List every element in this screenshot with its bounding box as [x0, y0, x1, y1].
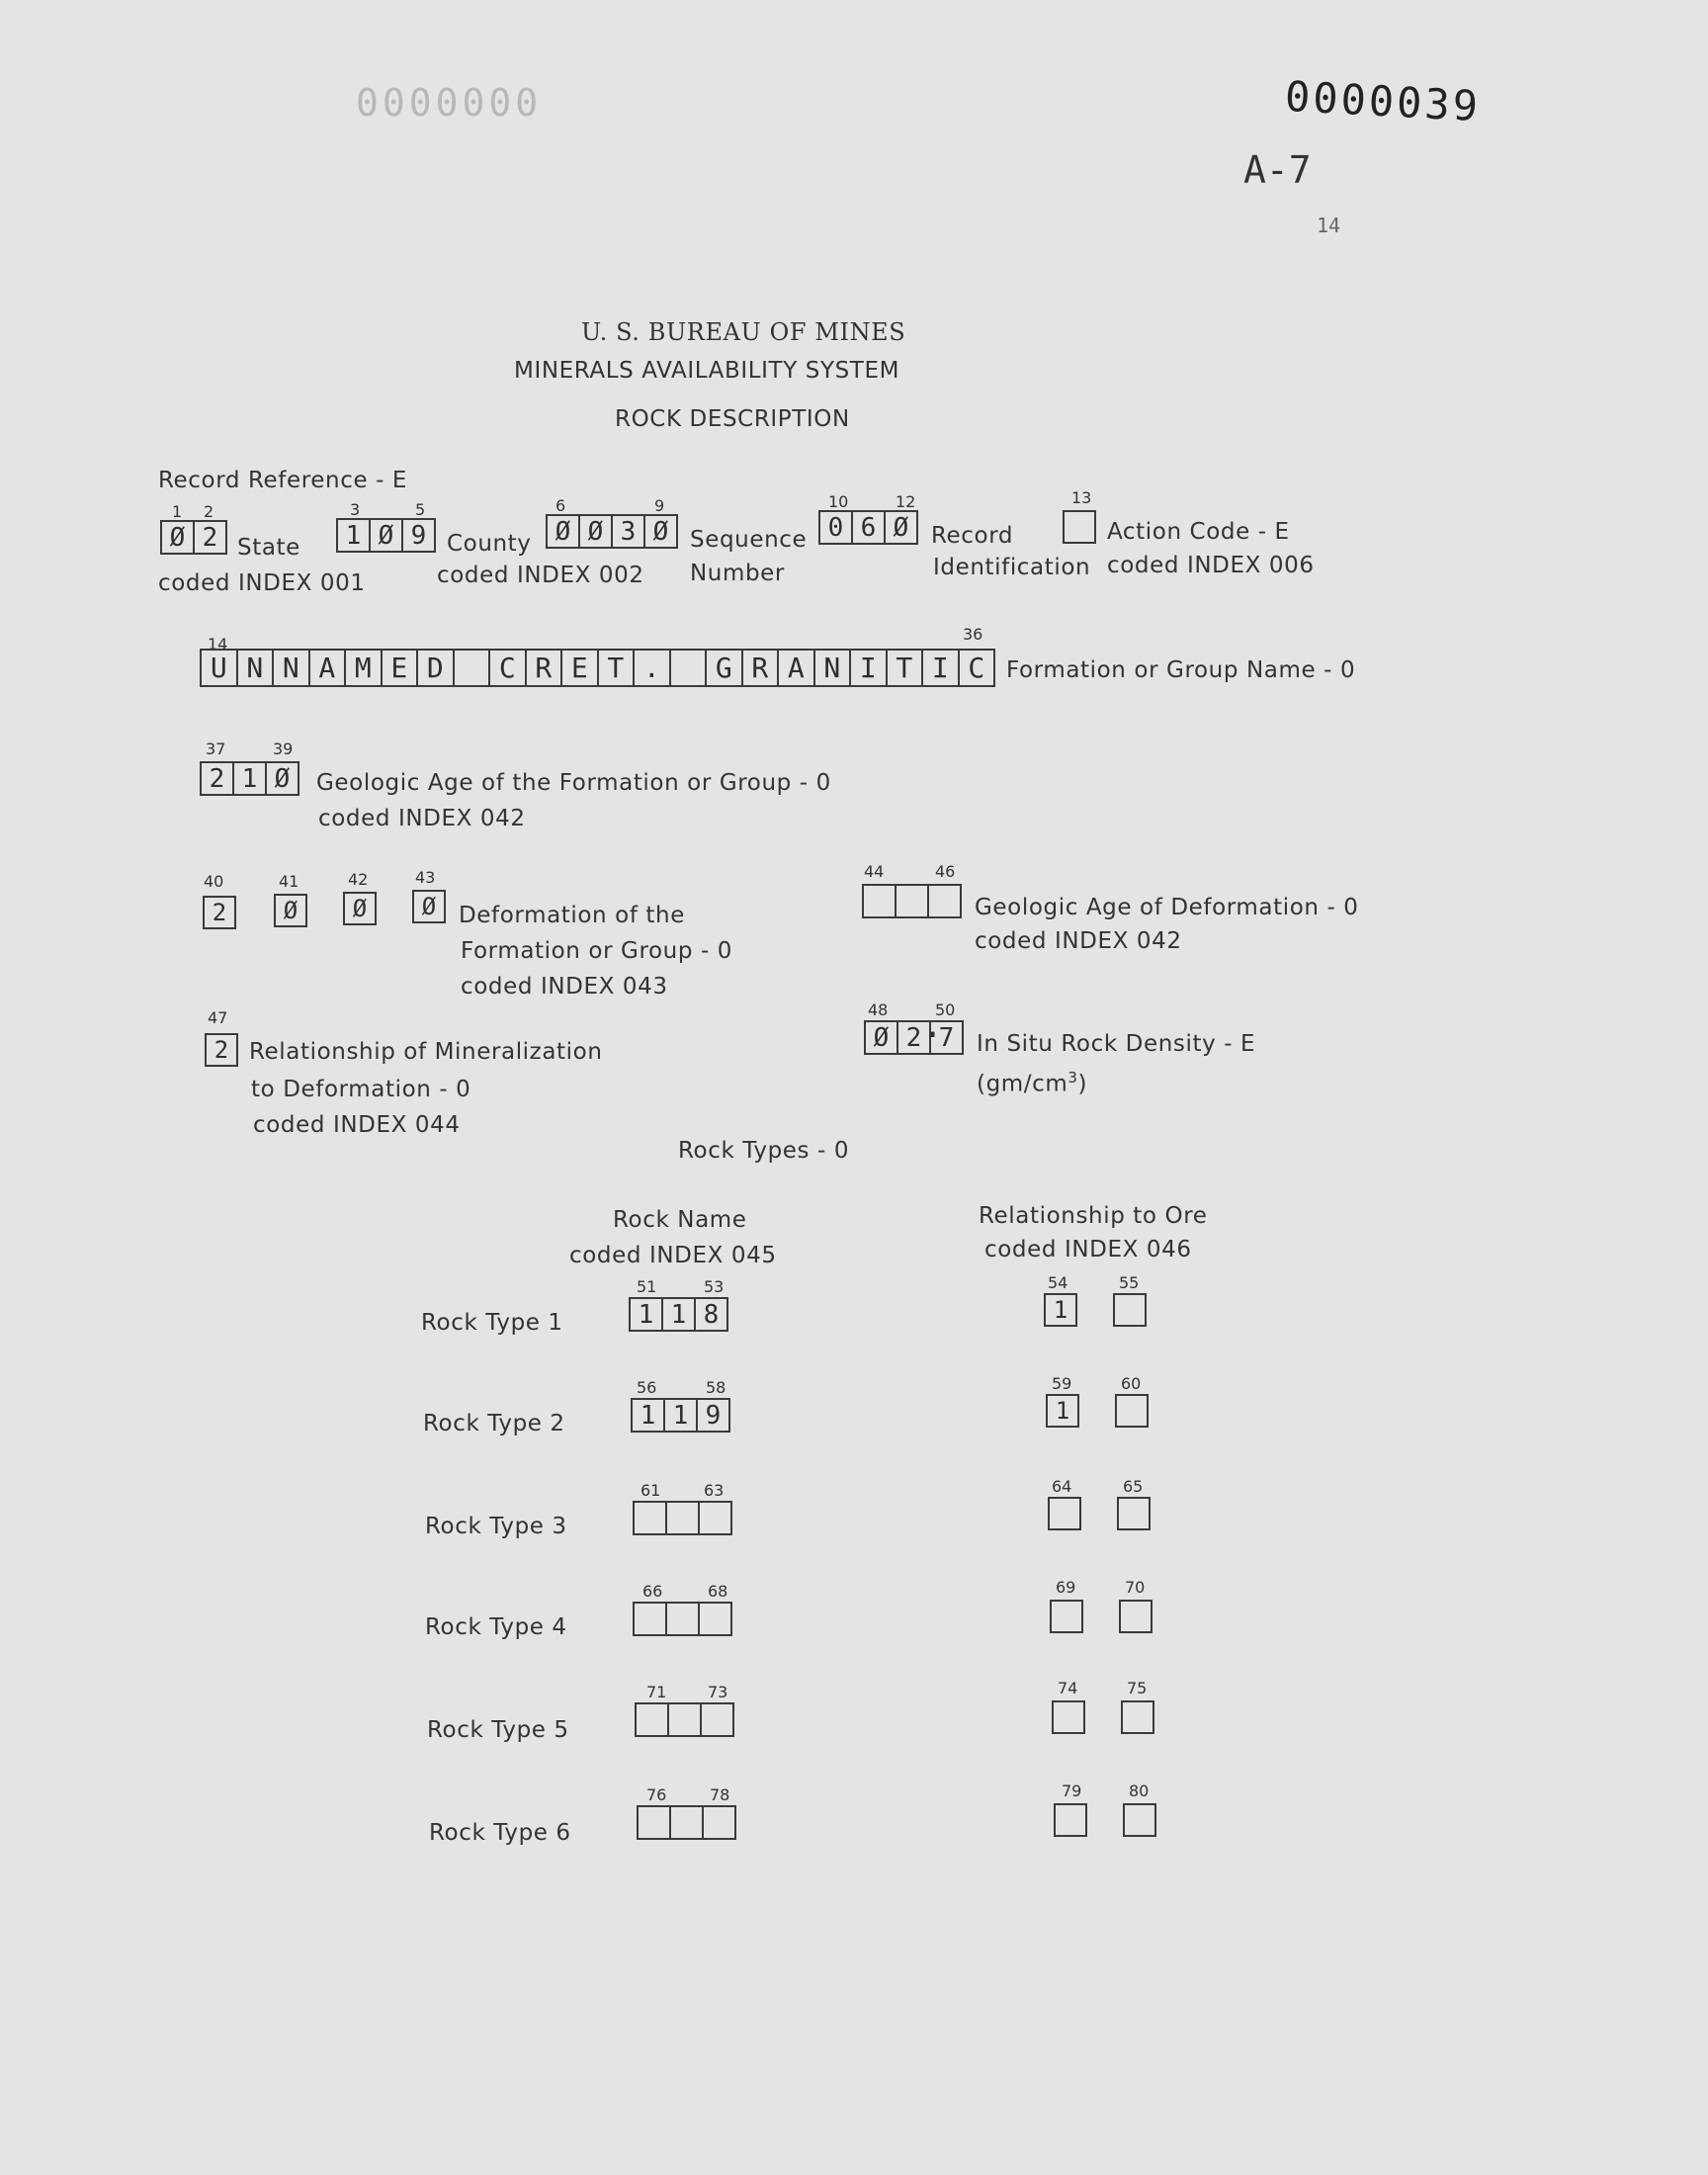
formation-char: E	[383, 651, 419, 685]
sequence-number-char: Ø	[580, 516, 613, 547]
record-id-char: Ø	[893, 512, 909, 543]
relationship-to-ore-field[interactable]	[1054, 1803, 1087, 1837]
col-number: 68	[708, 1582, 728, 1601]
col-number: 59	[1052, 1374, 1072, 1393]
rock-name-field[interactable]	[633, 1602, 732, 1636]
col-number: 3	[350, 500, 361, 519]
rock-name-char	[704, 1807, 734, 1838]
formation-char	[671, 651, 708, 685]
formation-name-field[interactable]	[200, 649, 995, 687]
relationship-to-ore-field[interactable]	[1123, 1803, 1156, 1837]
record-identification-field[interactable]	[818, 510, 918, 545]
rock-name-char	[667, 1503, 700, 1533]
col-number: 55	[1119, 1273, 1140, 1292]
mineralization-index-label: coded INDEX 044	[253, 1112, 461, 1138]
formation-char: T	[888, 651, 924, 685]
state-index-label: coded INDEX 001	[158, 570, 366, 596]
col-number: 78	[710, 1785, 730, 1804]
formation-char: M	[346, 651, 383, 685]
formation-char: T	[599, 651, 636, 685]
page-code: A-7	[1243, 148, 1312, 192]
document-number: 0000039	[1283, 71, 1483, 131]
col-number: 70	[1125, 1578, 1146, 1597]
sequence-number-char: Ø	[548, 516, 580, 547]
deformation-code-2[interactable]: Ø	[274, 894, 307, 927]
rock-density-char: Ø	[866, 1022, 898, 1053]
col-number: 79	[1062, 1782, 1082, 1800]
formation-char: R	[743, 651, 780, 685]
col-number: 50	[935, 1000, 956, 1019]
formation-char: C	[490, 651, 527, 685]
action-code-field[interactable]	[1063, 510, 1096, 544]
sequence-number-char: 3	[613, 516, 645, 547]
state-code-char: 2	[202, 522, 218, 553]
rock-name-char: 1	[631, 1299, 663, 1330]
rock-name-char	[637, 1704, 669, 1735]
county-code-char: 1	[338, 520, 371, 551]
rock-name-char	[635, 1503, 667, 1533]
rock-name-char	[702, 1704, 732, 1735]
density-unit-text: (gm/cm	[977, 1071, 1068, 1097]
record-reference-label: Record Reference - E	[158, 468, 408, 493]
rock-type-label: Rock Type 2	[423, 1411, 565, 1436]
col-number: 80	[1129, 1782, 1150, 1800]
deformation-code-4[interactable]: Ø	[412, 890, 446, 923]
relationship-to-ore-field[interactable]: 1	[1044, 1293, 1077, 1327]
deformation-age-index-label: coded INDEX 042	[975, 928, 1182, 954]
col-number: 10	[828, 492, 849, 511]
col-number: 46	[935, 862, 956, 881]
formation-char: C	[968, 652, 985, 684]
formation-char: E	[562, 651, 599, 685]
deformation-age-char	[897, 886, 929, 916]
col-number: 73	[708, 1683, 728, 1701]
col-number: 37	[206, 740, 226, 758]
formation-char: A	[310, 651, 347, 685]
rock-name-char: 9	[705, 1400, 722, 1431]
col-number: 48	[868, 1000, 889, 1019]
rock-name-field[interactable]	[629, 1297, 728, 1332]
relationship-to-ore-field[interactable]	[1048, 1497, 1081, 1530]
rock-density-field[interactable]	[864, 1020, 964, 1055]
rock-name-field[interactable]	[637, 1805, 736, 1840]
rock-name-char	[635, 1604, 667, 1634]
col-number: 65	[1123, 1477, 1144, 1496]
formation-name-label: Formation or Group Name - 0	[1006, 657, 1356, 683]
geologic-age-label: Geologic Age of the Formation or Group - 0	[316, 770, 831, 796]
county-index-label: coded INDEX 002	[437, 563, 644, 588]
deformation-code-1[interactable]: 2	[203, 896, 236, 929]
col-number: 58	[706, 1378, 726, 1397]
rock-name-char: 1	[633, 1400, 665, 1431]
formation-char	[455, 651, 491, 685]
col-number: 71	[646, 1683, 667, 1701]
geologic-age-field[interactable]	[200, 761, 299, 796]
col-number: 69	[1056, 1578, 1076, 1597]
sequence-label: Sequence	[690, 527, 808, 553]
state-code-field[interactable]	[160, 520, 227, 555]
col-number: 63	[704, 1481, 725, 1500]
page-note: 14	[1317, 214, 1341, 237]
rock-density-char: 7	[938, 1022, 955, 1053]
rock-name-header: Rock Name	[613, 1207, 747, 1233]
formation-char: U	[202, 651, 238, 685]
geologic-age-index-label: coded INDEX 042	[318, 806, 526, 831]
col-number: 56	[637, 1378, 657, 1397]
col-number: 51	[637, 1277, 657, 1296]
col-number: 14	[208, 635, 228, 653]
col-number: 12	[896, 492, 916, 511]
rock-type-label: Rock Type 3	[425, 1514, 567, 1539]
rock-type-label: Rock Type 4	[425, 1614, 567, 1640]
col-number: 41	[279, 872, 299, 891]
col-number: 1	[172, 502, 183, 521]
col-number: 64	[1052, 1477, 1072, 1496]
formation-char: N	[815, 651, 852, 685]
col-number: 47	[208, 1008, 228, 1027]
record-identification-label: Identification	[933, 555, 1091, 580]
rock-name-field[interactable]	[631, 1398, 730, 1433]
system-title: MINERALS AVAILABILITY SYSTEM	[514, 358, 900, 384]
col-number: 5	[415, 500, 426, 519]
record-id-char: 6	[853, 512, 886, 543]
formation-char: R	[527, 651, 563, 685]
formation-char: D	[418, 651, 455, 685]
col-number: 36	[963, 625, 983, 644]
geologic-age-char: Ø	[274, 763, 291, 794]
state-label: State	[237, 535, 300, 561]
faded-stamp-number: 0000000	[356, 81, 543, 125]
rock-density-label: In Situ Rock Density - E	[977, 1031, 1256, 1057]
col-number: 13	[1071, 488, 1092, 507]
county-code-char: 9	[410, 520, 427, 551]
record-id-char: 0	[820, 512, 853, 543]
formation-char: .	[635, 651, 671, 685]
relationship-to-ore-field[interactable]	[1050, 1600, 1083, 1633]
formation-char: I	[923, 651, 960, 685]
relationship-to-ore-field[interactable]: 1	[1046, 1394, 1079, 1428]
formation-char: I	[851, 651, 888, 685]
col-number: 60	[1121, 1374, 1142, 1393]
rock-name-index-header: coded INDEX 045	[569, 1243, 777, 1268]
agency-title: U. S. BUREAU OF MINES	[581, 318, 906, 346]
record-label: Record	[931, 523, 1014, 549]
county-code-field[interactable]	[336, 518, 436, 553]
form-title: ROCK DESCRIPTION	[615, 406, 850, 432]
county-code-char: Ø	[371, 520, 403, 551]
relationship-to-ore-field[interactable]	[1117, 1497, 1151, 1530]
col-number: 42	[348, 870, 369, 889]
col-number: 9	[654, 496, 665, 515]
deformation-age-field[interactable]	[862, 884, 962, 918]
action-code-label: Action Code - E	[1107, 519, 1290, 545]
rock-density-unit	[977, 1060, 1087, 1102]
col-number: 39	[273, 740, 294, 758]
deformation-index-label: coded INDEX 043	[461, 974, 668, 1000]
deformation-age-char	[864, 886, 897, 916]
relationship-to-ore-field[interactable]	[1113, 1293, 1147, 1327]
rock-type-label: Rock Type 1	[421, 1310, 563, 1336]
mineralization-label-2: to Deformation - 0	[251, 1077, 471, 1102]
rock-name-field[interactable]	[635, 1702, 734, 1737]
deformation-label-2: Formation or Group - 0	[461, 938, 733, 964]
density-unit-exponent: 3	[1068, 1069, 1078, 1087]
geologic-age-char: 1	[234, 763, 267, 794]
relationship-to-ore-field[interactable]	[1115, 1394, 1149, 1428]
rock-types-title: Rock Types - 0	[678, 1138, 850, 1164]
col-number: 74	[1058, 1679, 1078, 1697]
relationship-to-ore-field[interactable]	[1121, 1700, 1154, 1734]
col-number: 44	[864, 862, 885, 881]
state-code-char: Ø	[162, 522, 195, 553]
sequence-number-char: Ø	[652, 516, 669, 547]
rock-type-label: Rock Type 5	[427, 1717, 569, 1743]
relationship-index-header: coded INDEX 046	[984, 1237, 1192, 1262]
rock-name-char	[667, 1604, 700, 1634]
deformation-age-label: Geologic Age of Deformation - 0	[975, 895, 1359, 920]
rock-name-char	[669, 1704, 702, 1735]
deformation-label: Deformation of the	[459, 903, 685, 928]
density-unit-close: )	[1077, 1071, 1088, 1097]
formation-char: N	[274, 651, 310, 685]
action-code-index-label: coded INDEX 006	[1107, 553, 1315, 578]
relationship-to-ore-field[interactable]	[1052, 1700, 1085, 1734]
sequence-number-field[interactable]	[546, 514, 678, 549]
col-number: 76	[646, 1785, 667, 1804]
rock-name-char: 8	[703, 1299, 720, 1330]
rock-name-char	[639, 1807, 671, 1838]
col-number: 43	[415, 868, 436, 887]
deformation-code-3[interactable]: Ø	[343, 892, 377, 925]
county-label: County	[447, 531, 532, 557]
rock-name-char	[700, 1503, 730, 1533]
formation-char: A	[779, 651, 815, 685]
deformation-age-char	[929, 886, 960, 916]
mineralization-code-field[interactable]: 2	[205, 1033, 238, 1067]
col-number: 53	[704, 1277, 725, 1296]
formation-char: G	[707, 651, 743, 685]
rock-name-char	[700, 1604, 730, 1634]
relationship-to-ore-header: Relationship to Ore	[979, 1203, 1208, 1229]
col-number: 40	[204, 872, 224, 891]
rock-type-label: Rock Type 6	[429, 1820, 571, 1846]
mineralization-label: Relationship of Mineralization	[249, 1039, 603, 1065]
col-number: 2	[204, 502, 214, 521]
rock-name-char	[671, 1807, 704, 1838]
col-number: 75	[1127, 1679, 1148, 1697]
relationship-to-ore-field[interactable]	[1119, 1600, 1153, 1633]
rock-density-char: 2	[898, 1022, 931, 1053]
sequence-sub-label: Number	[690, 561, 785, 586]
col-number: 6	[555, 496, 566, 515]
rock-name-char: 1	[663, 1299, 696, 1330]
col-number: 54	[1048, 1273, 1068, 1292]
geologic-age-char: 2	[202, 763, 234, 794]
formation-char: N	[238, 651, 275, 685]
rock-name-field[interactable]	[633, 1501, 732, 1535]
density-decimal-point: ·	[923, 1018, 942, 1053]
col-number: 66	[642, 1582, 663, 1601]
col-number: 61	[640, 1481, 661, 1500]
rock-name-char: 1	[665, 1400, 698, 1431]
